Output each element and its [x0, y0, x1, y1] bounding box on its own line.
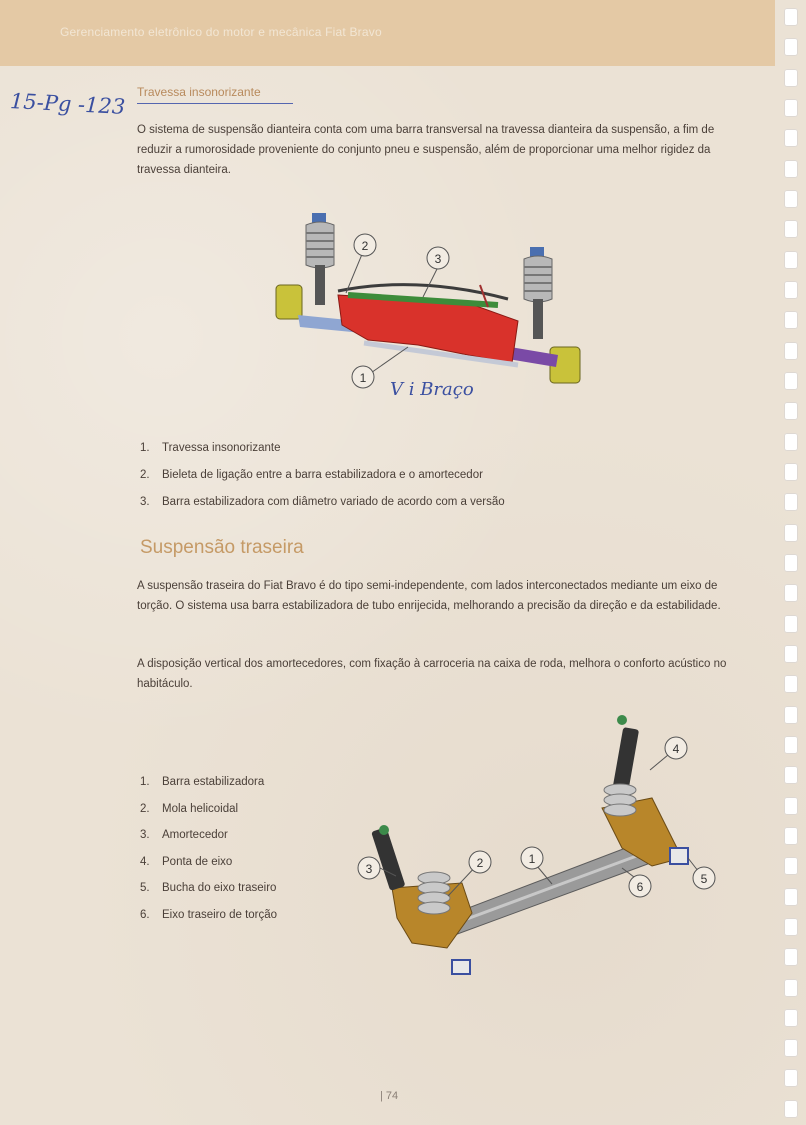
svg-text:4: 4: [672, 742, 680, 756]
callout-5: [693, 867, 715, 889]
left-hub: [276, 285, 302, 319]
rear-parts-list: [140, 772, 277, 931]
callout-2: [469, 851, 491, 873]
svg-text:3: 3: [434, 252, 442, 266]
callout-3: [427, 247, 449, 269]
svg-text:3: 3: [365, 862, 373, 876]
list-item: 6. Eixo traseiro de torção: [140, 908, 278, 921]
section-title-rear-suspension: Suspensão traseira: [140, 537, 304, 558]
right-bush: [670, 848, 688, 864]
svg-text:2: 2: [361, 239, 369, 253]
svg-text:6: 6: [636, 880, 644, 894]
rear-axle-figure: [352, 708, 730, 978]
section-subtitle-travessa: Travessa insonorizante: [137, 85, 293, 104]
callout-3: [358, 857, 380, 879]
handwritten-figure-note: V i Braço: [390, 379, 474, 400]
right-strut: [524, 247, 552, 339]
list-item: 4. Ponta de eixo: [140, 855, 233, 868]
callout-6: [629, 875, 651, 897]
callout-4: [665, 737, 687, 759]
list-item: 2. Bieleta de ligação entre a barra estabilizadora e o amortecedor: [140, 469, 483, 481]
list-item: 2. Mola helicoidal: [140, 802, 239, 815]
handwritten-page-note: 15-Pg -123: [9, 89, 126, 119]
front-parts-list: [140, 438, 505, 519]
header-title: Gerenciamento eletrônico do motor e mecânica Fiat Bravo: [60, 25, 382, 39]
callout-1: [352, 366, 374, 388]
list-item: 3. Amortecedor: [140, 829, 228, 841]
list-item: 5. Bucha do eixo traseiro: [140, 882, 277, 894]
list-item: 3. Barra estabilizadora com diâmetro variado de acordo com a versão: [140, 496, 505, 508]
list-item: 1. Travessa insonorizante: [140, 442, 281, 454]
svg-text:1: 1: [528, 852, 536, 866]
right-shock: [613, 715, 640, 791]
paragraph-front-suspension: O sistema de suspensão dianteira conta com uma barra transversal na travessa dianteira da suspensão, a fim de reduzir a rumorosidade proveniente do conjunto pneu e suspensão, além de proporcionar uma melhor rigidez da travessa dianteira.: [137, 124, 715, 176]
callout-1: [521, 847, 543, 869]
left-shock: [371, 825, 405, 891]
left-bush: [452, 960, 470, 974]
svg-text:1: 1: [359, 371, 367, 385]
list-item: 1. Barra estabilizadora: [140, 776, 265, 788]
paragraph-rear-suspension-1: A suspensão traseira do Fiat Bravo é do tipo semi-independente, com lados interconectados mediante um eixo de torção. O sistema usa barra estabilizadora de tubo enrijecida, melhorando a precisão da direção e da estabilidade.: [137, 580, 721, 612]
svg-text:5: 5: [700, 872, 708, 886]
page-number: | 74: [380, 1090, 399, 1102]
front-suspension-figure: [268, 195, 598, 415]
binder-holes: [784, 8, 800, 1118]
right-spring: [604, 784, 636, 816]
svg-text:2: 2: [476, 856, 484, 870]
left-strut: [306, 213, 334, 305]
callout-2: [354, 234, 376, 256]
header-band: [0, 0, 775, 66]
paragraph-rear-suspension-2: A disposição vertical dos amortecedores, com fixação à carroceria na caixa de roda, melhora o conforto acústico no habitáculo.: [137, 658, 727, 690]
